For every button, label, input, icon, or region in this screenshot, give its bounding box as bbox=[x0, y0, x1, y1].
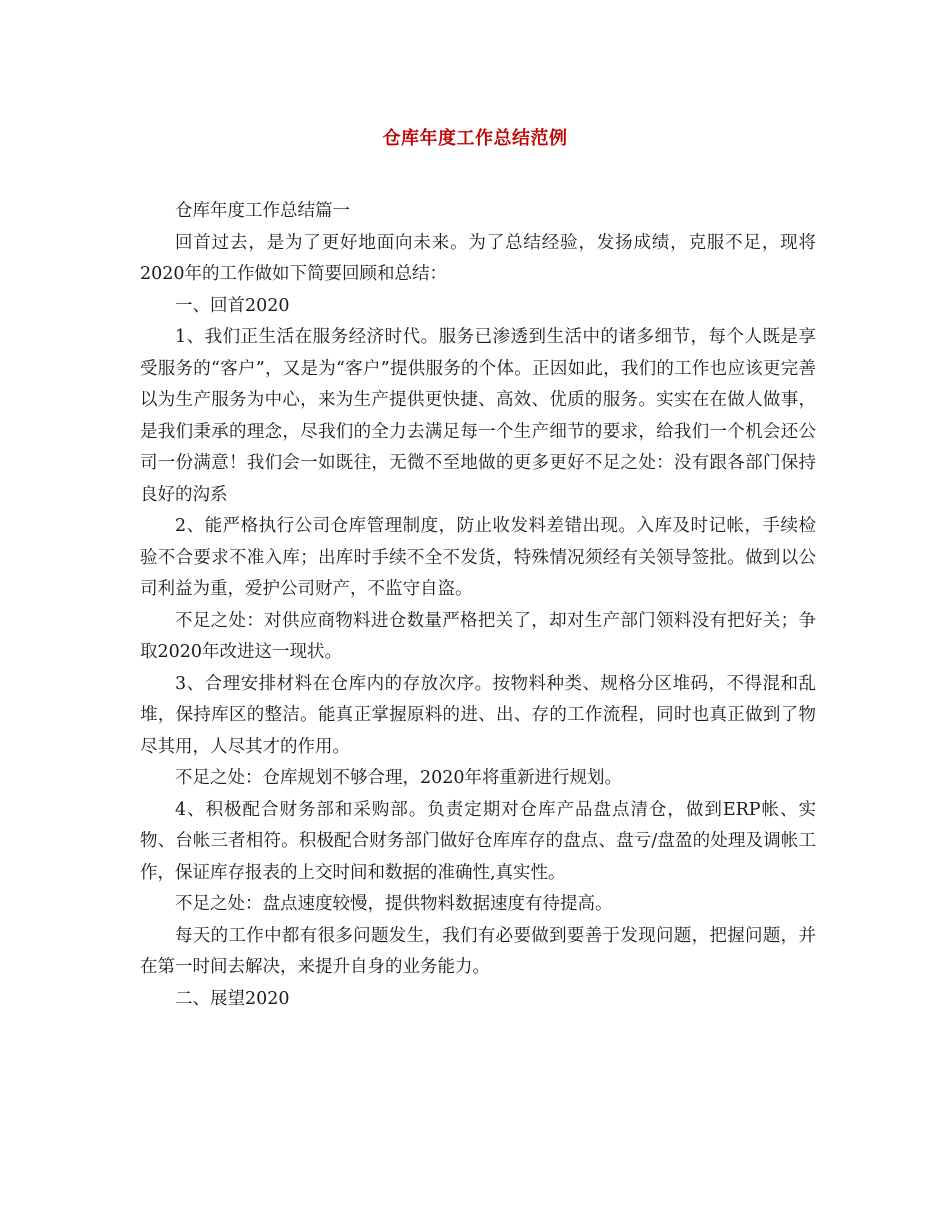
intro-paragraph: 回首过去，是为了更好地面向未来。为了总结经验，发扬成绩，克服不足，现将2020年的工作做如下简要回顾和总结： bbox=[140, 232, 816, 284]
document-title: 仓库年度工作总结范例 bbox=[382, 128, 568, 149]
item-3-paragraph: 3、合理安排材料在仓库内的存放次序。按物料种类、规格分区堆码，不得混和乱堆，保持库区的整洁。能真正掌握原料的进、出、存的工作流程，同时也真正做到了物尽其用，人尽其才的作用。 bbox=[140, 673, 816, 757]
item-2-paragraph: 2、能严格执行公司仓库管理制度，防止收发料差错出现。入库及时记帐，手续检验不合要求不准入库；出库时手续不全不发货，特殊情况须经有关领导签批。做到以公司利益为重，爱护公司财产，不监守自盗。 bbox=[140, 516, 816, 599]
daily-work-paragraph: 每天的工作中都有很多问题发生，我们有必要做到要善于发现问题，把握问题，并在第一时间去解决，来提升自身的业务能力。 bbox=[140, 925, 816, 977]
item-2-shortcoming: 不足之处：对供应商物料进仓数量严格把关了，却对生产部门领料没有把好关；争取2020年改进这一现状。 bbox=[140, 610, 816, 662]
item-3-shortcoming: 不足之处：仓库规划不够合理，2020年将重新进行规划。 bbox=[175, 768, 623, 788]
part-two-heading: 二、展望2020 bbox=[175, 988, 290, 1009]
item-4-paragraph: 4、积极配合财务部和采购部。负责定期对仓库产品盘点清仓，做到ERP帐、实物、台帐三者相符。积极配合财务部门做好仓库库存的盘点、盘亏/盘盈的处理及调帐工作，保证库存报表的上交时间和数据的准确性,真实性。 bbox=[140, 799, 816, 883]
part-one-heading: 一、回首2020 bbox=[175, 295, 290, 316]
item-1-paragraph: 1、我们正生活在服务经济时代。服务已渗透到生活中的诸多细节，每个人既是享受服务的“客户”，又是为“客户”提供服务的个体。正因如此，我们的工作也应该更完善以为生产服务为中心，来为生产提供更快捷、高效、优质的服务。实实在在做人做事，是我们秉承的理念，尽我们的全力去满足每一个生产细节的要求，给我们一个机会还公司一份满意！我们会一如既往，无微不至地做的更多更好不足之处：没有跟各部门保持良好的沟系 bbox=[140, 327, 816, 505]
document-body bbox=[140, 196, 816, 1015]
item-4-shortcoming: 不足之处：盘点速度较慢，提供物料数据速度有待提高。 bbox=[175, 894, 613, 914]
section-heading: 仓库年度工作总结篇一 bbox=[175, 201, 350, 221]
